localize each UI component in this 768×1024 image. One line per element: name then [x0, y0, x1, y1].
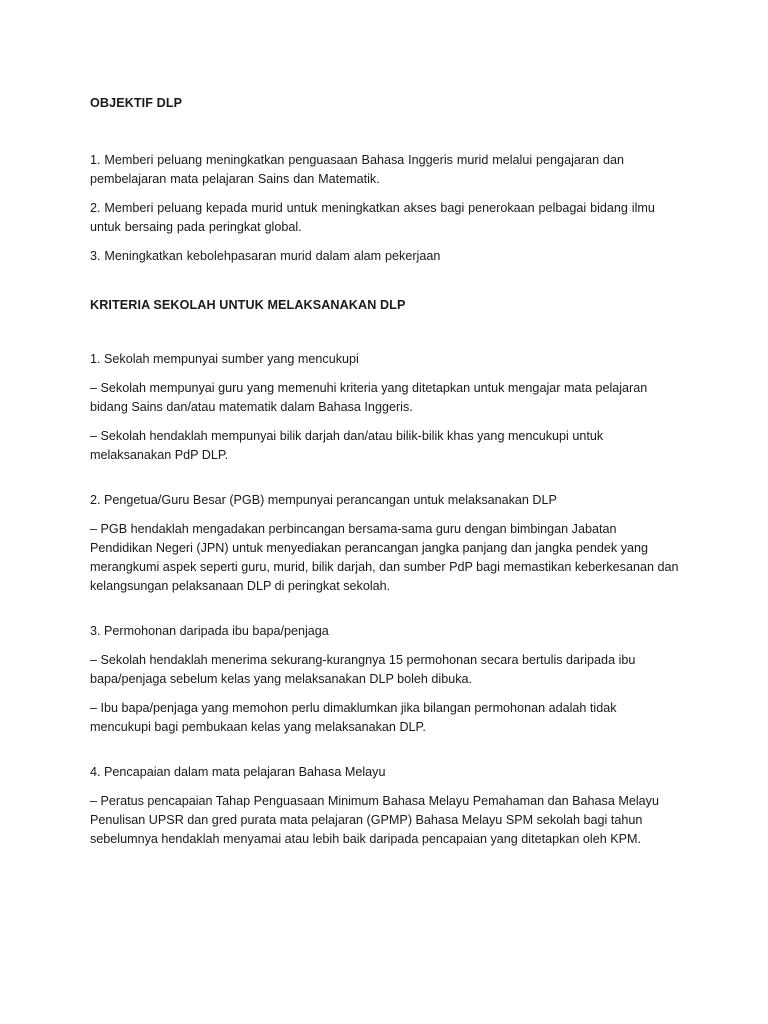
criterion-section: [90, 350, 680, 465]
criterion-section: [90, 763, 680, 849]
criterion-point: – Ibu bapa/penjaga yang memohon perlu dimaklumkan jika bilangan permohonan adalah tidak mencukupi bagi pembukaan kelas yang melaksanakan DLP.: [90, 701, 617, 734]
objectives-heading: OBJEKTIF DLP: [90, 96, 183, 110]
criterion-section: [90, 622, 680, 737]
criterion-title: 3. Permohonan daripada ibu bapa/penjaga: [90, 624, 329, 638]
criterion-section: [90, 491, 680, 596]
criteria-list: [90, 350, 680, 849]
criterion-point: – Peratus pencapaian Tahap Penguasaan Minimum Bahasa Melayu Pemahaman dan Bahasa Melayu Penulisan UPSR dan gred purata mata pelajaran (GPMP) Bahasa Melayu SPM sekolah bagi tahun sebelumnya hendaklah menyamai atau lebih baik daripada pencapaian yang ditetapkan oleh KPM.: [90, 794, 659, 846]
criterion-title: 4. Pencapaian dalam mata pelajaran Bahasa Melayu: [90, 765, 386, 779]
criterion-title: 2. Pengetua/Guru Besar (PGB) mempunyai perancangan untuk melaksanakan DLP: [90, 493, 557, 507]
criteria-heading: KRITERIA SEKOLAH UNTUK MELAKSANAKAN DLP: [90, 298, 406, 312]
objective-item: 1. Memberi peluang meningkatkan penguasaan Bahasa Inggeris murid melalui pengajaran dan pembelajaran mata pelajaran Sains dan Matematik.: [90, 153, 624, 186]
objective-item: 2. Memberi peluang kepada murid untuk meningkatkan akses bagi penerokaan pelbagai bidang ilmu untuk bersaing pada peringkat global.: [90, 201, 655, 234]
objectives-list: [90, 151, 680, 266]
criterion-point: – PGB hendaklah mengadakan perbincangan bersama-sama guru dengan bimbingan Jabatan Pendidikan Negeri (JPN) untuk menyediakan perancangan jangka panjang dan jangka pendek yang merangkumi aspek seperti guru, murid, bilik darjah, dan sumber PdP bagi memastikan keberkesanan dan kelangsungan pelaksanaan DLP di peringkat sekolah.: [90, 522, 679, 593]
criterion-title: 1. Sekolah mempunyai sumber yang mencukupi: [90, 352, 359, 366]
objective-item: 3. Meningkatkan kebolehpasaran murid dalam alam pekerjaan: [90, 249, 441, 263]
document-body: [90, 94, 680, 875]
criterion-point: – Sekolah mempunyai guru yang memenuhi kriteria yang ditetapkan untuk mengajar mata pelajaran bidang Sains dan/atau matematik dalam Bahasa Inggeris.: [90, 381, 648, 414]
criterion-point: – Sekolah hendaklah menerima sekurang-kurangnya 15 permohonan secara bertulis daripada ibu bapa/penjaga sebelum kelas yang melaksanakan DLP boleh dibuka.: [90, 653, 636, 686]
criterion-point: – Sekolah hendaklah mempunyai bilik darjah dan/atau bilik-bilik khas yang mencukupi untuk melaksanakan PdP DLP.: [90, 429, 604, 462]
